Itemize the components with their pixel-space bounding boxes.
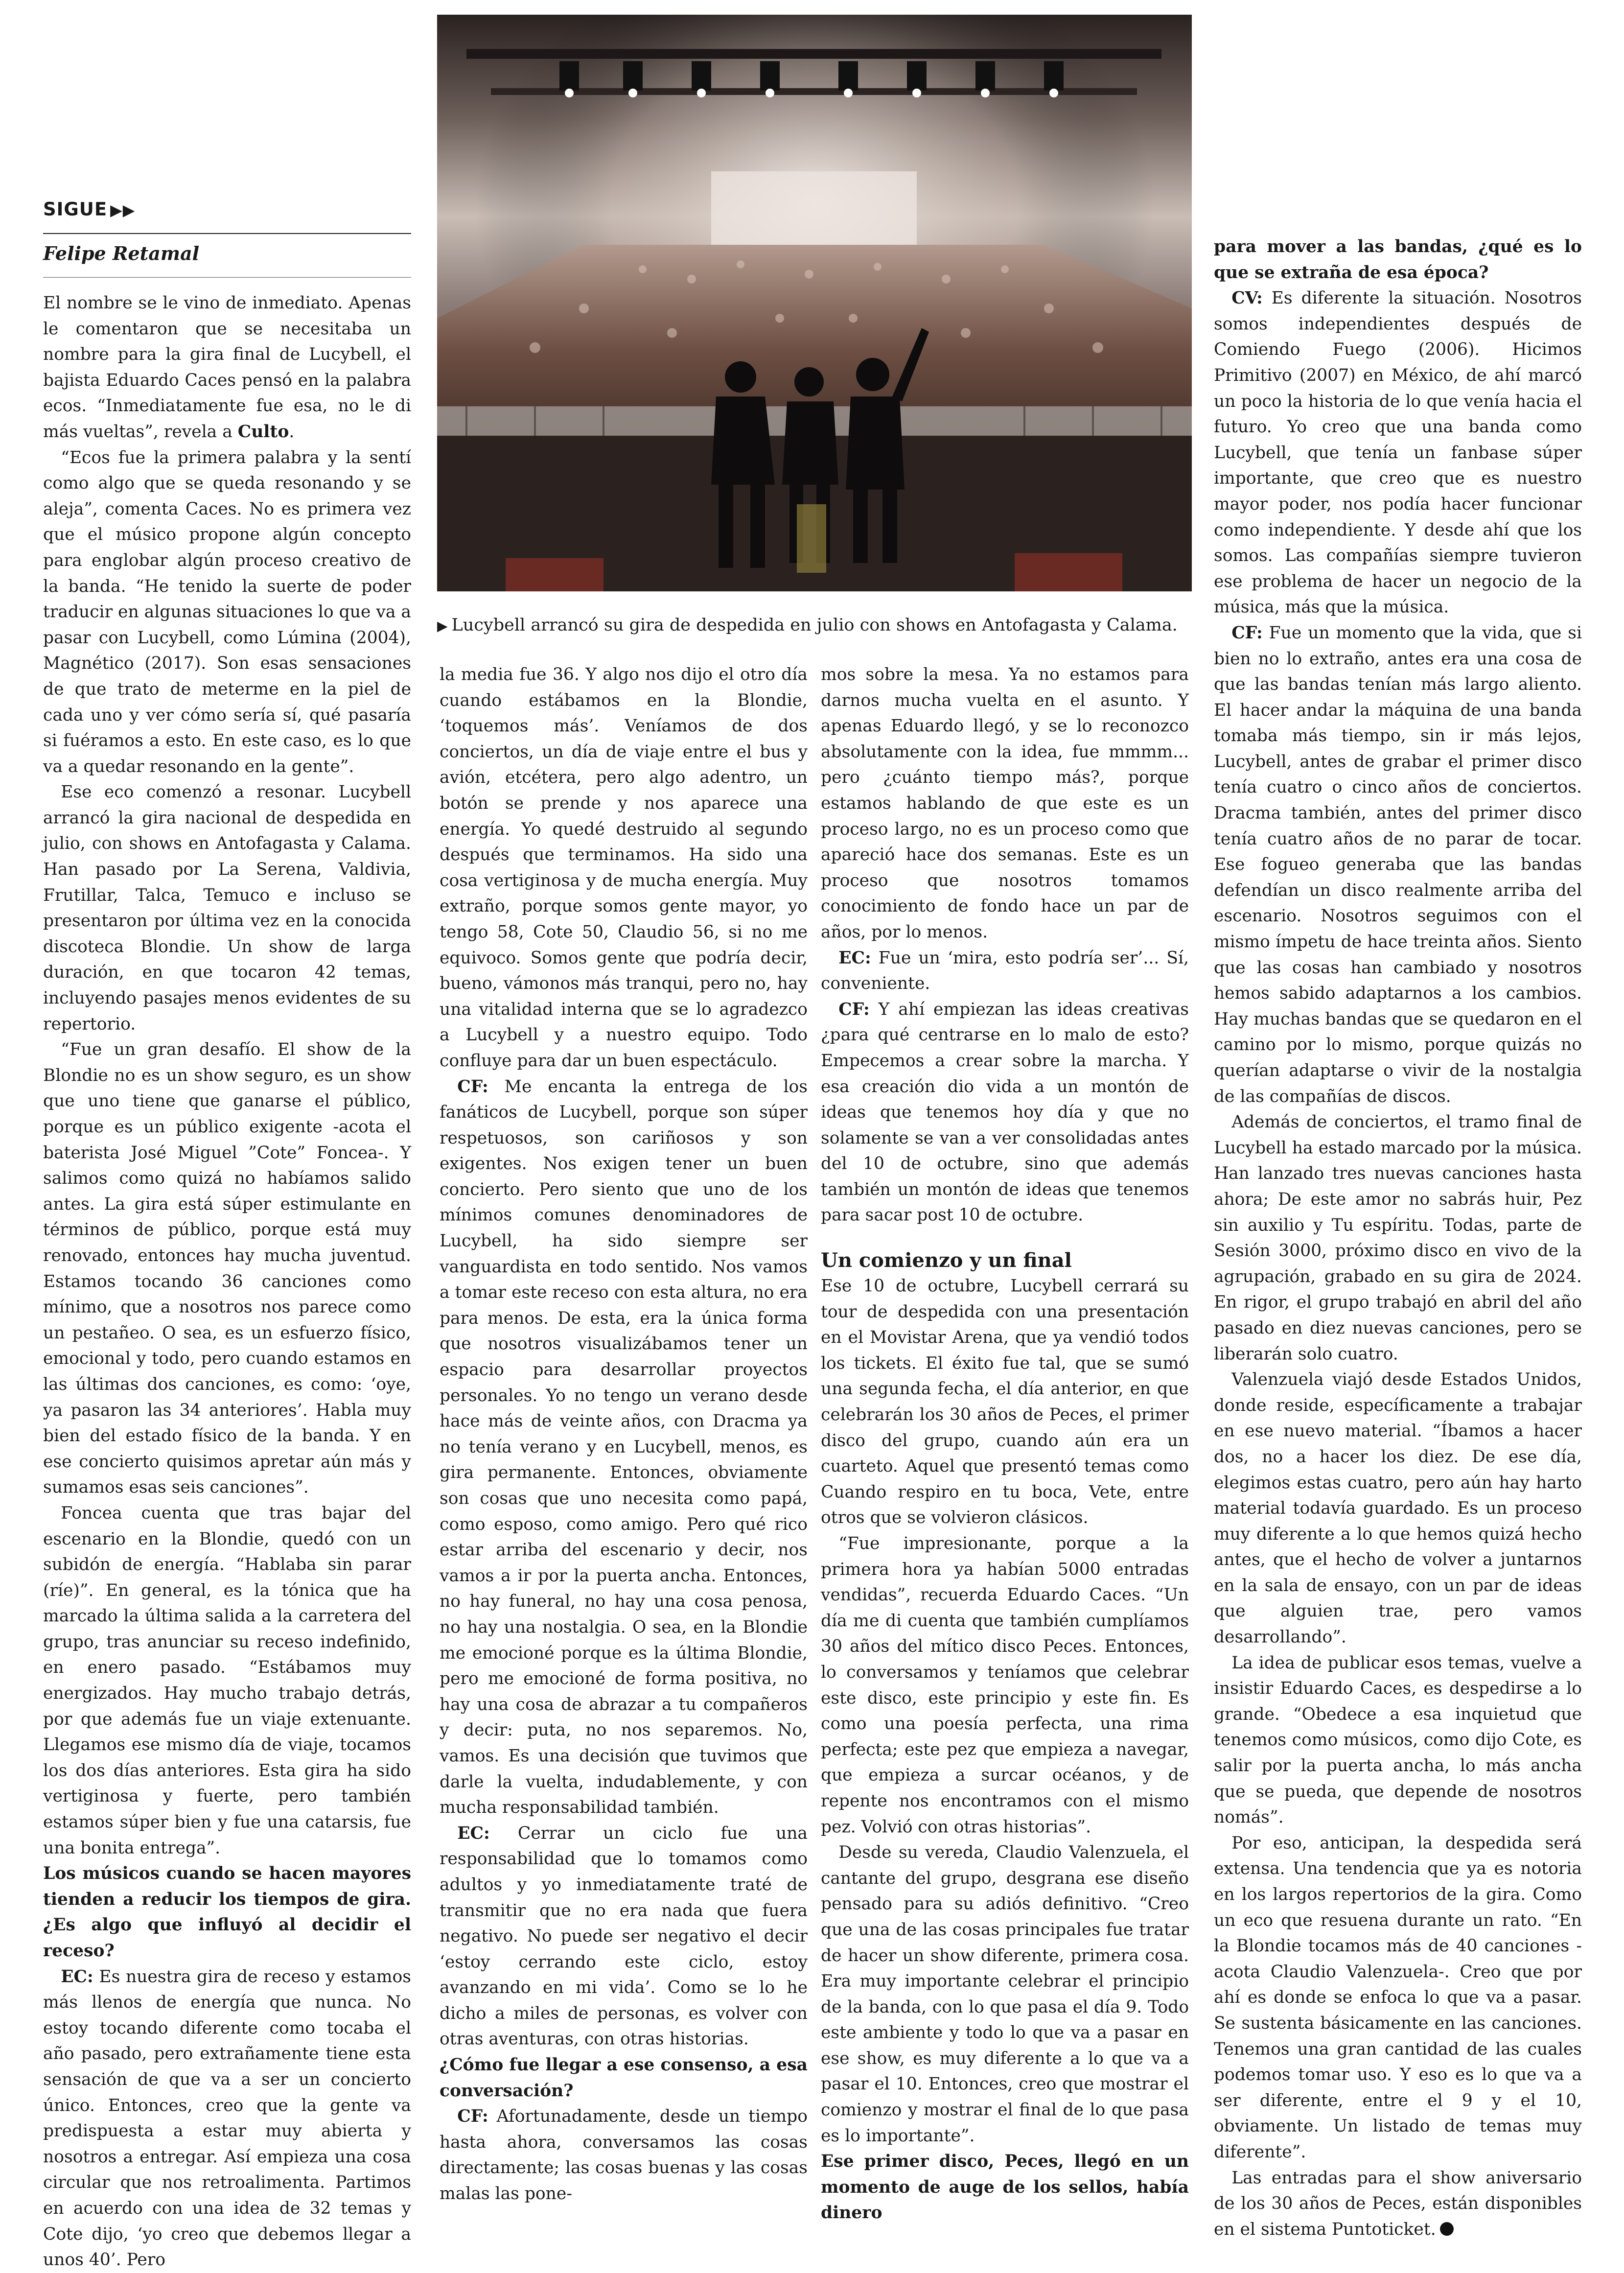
paragraph: Ese eco comenzó a resonar. Lucybell arrancó la gira nacional de despedida en julio, con shows en Antofagasta y Calama. Han pasado por La Serena, Valdivia, Frutillar, Talca, Temuco e incluso se presentaron por última vez en la conocida discoteca Blondie. Un show de larga duración, en que tocaron 42 temas, incluyendo pasajes menos evidentes de su repertorio. — [43, 782, 411, 1034]
paragraph: “Ecos fue la primera palabra y la sentí como algo que se queda resonando y se aleja”, comenta Caces. No es primera vez que el músico propone algún concepto para englobar algún proceso creativo de la banda. “He tenido la suerte de poder traducir en algunas situaciones lo que va a pasar con Lucybell, como Lúmina (2004), Magnético (2017). Son esas sensaciones de que trato de meterme en la piel de cada uno y ver cómo sería sí, qué pasaría si fuéramos a esto. En este caso, es lo que va a quedar resonando en la gente”. — [43, 447, 411, 776]
caption-text: Lucybell arrancó su gira de despedida en julio con shows en Antofagasta y Calama. — [451, 615, 1178, 635]
photo-caption — [437, 614, 1192, 637]
caption-marker-icon: ▶ — [437, 618, 448, 634]
paragraph: “Fue un gran desafío. El show de la Blondie no es un show seguro, es un show que uno tiene que ganarse el público, porque es un público exigente -acota el baterista José Miguel ”Cote” Foncea-. Y salimos como quizá no habíamos salido antes. La gira está súper estimulante en términos de público, porque está muy renovado, entonces hay mucha juventud. Estamos tocando 36 canciones como mínimo, que a nosotros nos parece como un pestañeo. O sea, es un esfuerzo físico, emocional y todo, pero cuando estamos en las últimas dos canciones, es como: ‘oye, ya pasaron las 34 anteriores’. Habla muy bien del estado físico de la banda. Y en ese concierto quisimos apretar aún más y sumamos esas seis canciones”. — [43, 1040, 411, 1498]
byline: Felipe Retamal — [43, 242, 200, 264]
interview-answer: EC: Es nuestra gira de receso y estamos más llenos de energía que nunca. No estoy tocando diferente como tocaba el año pasado, pero extrañamente tiene esta sensación de que va a ser un concierto único. Entonces, creo que la gente va predispuesta a estar muy abierta y nosotros a entregar. Así empieza una cosa circular que nos retroalimenta. Partimos en acuerdo con una idea de 32 temas y Cote dijo, ‘yo creo que debemos llegar a unos 40’. Pero — [43, 1967, 411, 2270]
section-kicker: SIGUE ▶▶ — [43, 199, 136, 220]
concert-photo-illustration — [437, 15, 1192, 591]
concert-stage-photo — [437, 15, 1192, 591]
paragraph: Por eso, anticipan, la despedida será extensa. Una tendencia que ya es notoria en los largos repertorios de la gira. Como un eco que resuena durante un rato. “En la Blondie tocamos más de 40 canciones -acota Claudio Valenzuela-. Creo que por ahí es donde se enfoca lo que va a pasar. Se sustenta básicamente en las canciones. Tenemos una gran cantidad de las cuales podemos tomar uso. Y eso es lo que va a ser diferente, entre el 9 y el 10, obviamente. Un listado de temas muy diferente”. — [1214, 1833, 1582, 2162]
paragraph: Las entradas para el show aniversario de los 30 años de Peces, están disponibles en el sistema Puntoticket. — [1214, 2168, 1582, 2239]
paragraph: Desde su vereda, Claudio Valenzuela, el cantante del grupo, desgrana ese diseño pensado para su adiós definitivo. “Creo que una de las cosas principales fue tratar de hacer un show diferente, primera cosa. Era muy importante celebrar el principio de la banda, con lo que pasa el día 9. Todo este ambiente y todo lo que va a pasar en ese show, es muy diferente a lo que va a pasar el 10. Entonces, creo que mostrar el comienzo y mostrar el final de lo que pasa es lo importante”. — [821, 1843, 1189, 2146]
interview-answer: CV: Es diferente la situación. Nosotros somos independientes después de Comiendo Fuego (2006). Hicimos Primitivo (2007) en México, de ahí marcó un poco la historia de lo que venía hacia el futuro. Yo creo que una banda como Lucybell, que tenía un fanbase súper importante, que creo que es nuestro mayor poder, nos podía hacer funcionar como independiente. Y desde ahí que los somos. Las compañías siempre tuvieron ese problema de hacer un negocio de la música, más que la música. — [1214, 288, 1582, 617]
interview-answer: EC: Cerrar un ciclo fue una responsabilidad que lo tomamos como adultos y yo inmediatamente traté de transmitir que no era nada que fuera negativo. No puede ser negativo el decir ‘estoy cerrando este ciclo, estoy avanzando en mi vida’. Como se lo he dicho a miles de personas, es volver con otras aventuras, con otras historias. — [440, 1823, 808, 2049]
article-column-1 — [43, 290, 411, 2270]
article-column-2 — [440, 662, 808, 2204]
interview-answer: CF: Afortunadamente, desde un tiempo hasta ahora, conversamos las cosas directamente; las cosas buenas y las cosas malas las pone- — [440, 2107, 808, 2204]
interview-answer: CF: Fue un momento que la vida, que si bien no lo extraño, antes era una cosa de que las bandas tenían más largo aliento. El hacer andar la máquina de una banda tomaba más tiempo, sin ir más lejos, Lucybell, antes de grabar el primer disco tenía cuatro o cinco años de conciertos. Dracma también, antes del primer disco tenía cuatro años de no parar de tocar. Ese fogueo generaba que las bandas defendían un disco realmente arriba del escenario. Nosotros seguimos con el mismo ímpetu de hace treinta años. Siento que las cosas han cambiado y nosotros hemos sabido adaptarnos a los cambios. Hay muchas bandas que se quedaron en el camino por lo mismo, porque quizás no querían adaptarse o vivir de la nostalgia de las compañías de discos. — [1214, 623, 1582, 1106]
paragraph: La idea de publicar esos temas, vuelve a insistir Eduardo Caces, es despedirse a lo grande. “Obedece a esa inquietud que tenemos como músicos, como dijo Cote, es salir por la puerta ancha, lo más ancha que se pueda, que depende de nosotros nomás”. — [1214, 1653, 1582, 1828]
paragraph: El nombre se le vino de inmediato. Apenas le comentaron que se necesitaba un nombre para la gira final de Lucybell, el bajista Eduardo Caces pensó en la palabra ecos. “Inmediatamente fue esa, no le di más vueltas”, revela a Culto. — [43, 293, 411, 442]
interview-answer: CF: Y ahí empiezan las ideas creativas ¿para qué centrarse en lo malo de esto? Empecemos a crear sobre la marcha. Y esa creación dio vida a un montón de ideas que tenemos hoy día y que no solamente se van a ver consolidadas antes del 10 de octubre, sino que además también un montón de ideas que tenemos para sacar post 10 de octubre. — [821, 999, 1189, 1225]
interview-answer: CF: Me encanta la entrega de los fanáticos de Lucybell, porque son súper respetuosos, son cariñosos y son exigentes. Nos exigen tener un buen concierto. Pero siento que uno de los mínimos comunes denominadores de Lucybell, ha sido siempre ser vanguardista en todo sentido. Nos vamos a tomar este receso con esta altura, no era para menos. De esta, era la única forma que nosotros visualizábamos tener un espacio para desarrollar proyectos personales. Yo no tengo un verano desde hace más de veinte años, con Dracma ya no tenía verano y en Lucybell, menos, es gira permanente. Entonces, obviamente son cosas que uno necesita como papá, como esposo, como amigo. Pero qué rico estar arriba del escenario y decir, nos vamos a ir por la puerta ancha. Entonces, no hay funeral, no hay una cosa penosa, no hay una nostalgia. O sea, en la Blondie me emocioné porque es la última Blondie, pero me emocioné de forma positiva, no hay una cosa de abrazar a tu compañeros y decir: puta, no nos separemos. No, vamos. Es una decisión que tuvimos que darle la vuelta, indudablemente, y con mucha responsabilidad también. — [440, 1077, 808, 1818]
section-subheading: Un comienzo y un final — [821, 1249, 1072, 1272]
kicker-rule — [43, 233, 411, 234]
paragraph: Además de conciertos, el tramo final de Lucybell ha estado marcado por la música. Han lanzado tres nuevas canciones hasta ahora; De este amor no sabrás huir, Pez sin auxilio y Tu espíritu. Todas, parte de Sesión 3000, próximo disco en vivo de la agrupación, grabado en su gira de 2024. En rigor, el grupo trabajó en abril del año pasado en diez nuevas canciones, pero se liberarán solo cuatro. — [1214, 1112, 1582, 1364]
end-mark-icon — [1440, 2222, 1454, 2236]
paragraph: mos sobre la mesa. Ya no estamos para darnos mucha vuelta en el asunto. Y apenas Eduardo llegó, y se lo reconozco absolutamente con la idea, fue mmmm... pero ¿cuánto tiempo más?, porque estamos hablando de que este es un proceso largo, no es un proceso como que apareció hace dos semanas. Este es un proceso que nosotros tomamos conocimiento de fondo hace un par de años, por lo menos. — [821, 665, 1189, 942]
paragraph: Ese 10 de octubre, Lucybell cerrará su tour de despedida con una presentación en el Movistar Arena, que ya vendió todos los tickets. El éxito fue tal, que se sumó una segunda fecha, el día anterior, en que celebrarán los 30 años de Peces, el primer disco del grupo, cuando aún era un cuarteto. Aquel que presentó temas como Cuando respiro en tu boca, Vete, entre otros que se volvieron clásicos. — [821, 1276, 1189, 1528]
interview-question: Ese primer disco, Peces, llegó en un momento de auge de los sellos, había dinero — [821, 2152, 1189, 2223]
paragraph: la media fue 36. Y algo nos dijo el otro día cuando estábamos en la Blondie, ‘toquemos más’. Veníamos de dos conciertos, un día de viaje entre el bus y avión, etcétera, pero algo adentro, un botón se prende y nos aparece una energía. Yo quedé destruido al segundo después que terminamos. Ha sido una cosa vertiginosa y de mucha energía. Muy extraño, porque somos gente mayor, yo tengo 58, Cote 50, Claudio 56, si no me equivoco. Somos gente que podría decir, bueno, vámonos más tranqui, pero no, hay una vitalidad interna que se lo agradezco a Lucybell y a nuestro equipo. Todo confluye para dar un buen espectáculo. — [440, 665, 808, 1071]
article-column-4 — [1214, 234, 1582, 2239]
byline-rule — [43, 277, 411, 278]
paragraph: “Fue impresionante, porque a la primera hora ya habían 5000 entradas vendidas”, recuerda Eduardo Caces. “Un día me di cuenta que también cumplíamos 30 años del mítico disco Peces. Entonces, lo conversamos y teníamos que celebrar este disco, este principio y este fin. Es como una poesía perfecta, una rima perfecta; este pez que empieza a navegar, que empieza a surcar océanos, y de repente nos encontramos con el mismo pez. Volvió con otras historias”. — [821, 1534, 1189, 1837]
paragraph: Foncea cuenta que tras bajar del escenario en la Blondie, quedó con un subidón de energía. “Hablaba sin parar (ríe)”. En general, es la tónica que ha marcado la última salida a la carretera del grupo, tras anunciar su receso indefinido, en enero pasado. “Estábamos muy energizados. Hay mucho trabajo detrás, por que además fue un viaje extenuante. Llegamos ese mismo día de viaje, tocamos los dos días anteriores. Esta gira ha sido vertiginosa y fuerte, pero también estamos súper bien y fue una catarsis, fue una bonita entrega”. — [43, 1503, 411, 1858]
interview-answer: EC: Fue un ‘mira, esto podría ser’... Sí, conveniente. — [821, 948, 1189, 994]
interview-question: Los músicos cuando se hacen mayores tienden a reducir los tiempos de gira. ¿Es algo que influyó al decidir el receso? — [43, 1864, 411, 1961]
article-column-3 — [821, 662, 1189, 2223]
interview-question: para mover a las bandas, ¿qué es lo que se extraña de esa época? — [1214, 237, 1582, 282]
interview-question: ¿Cómo fue llegar a ese consenso, a esa conversación? — [440, 2055, 808, 2101]
paragraph: Valenzuela viajó desde Estados Unidos, donde reside, específicamente a trabajar en ese nuevo material. “Íbamos a hacer dos, no a hacer los diez. De ese día, elegimos estas cuatro, pero aún hay harto material todavía guardado. Es un proceso muy diferente a lo que hemos quizá hecho antes, que el hecho de volver a juntarnos en la sala de ensayo, con un par de ideas que alguien trae, pero vamos desarrollando”. — [1214, 1370, 1582, 1647]
